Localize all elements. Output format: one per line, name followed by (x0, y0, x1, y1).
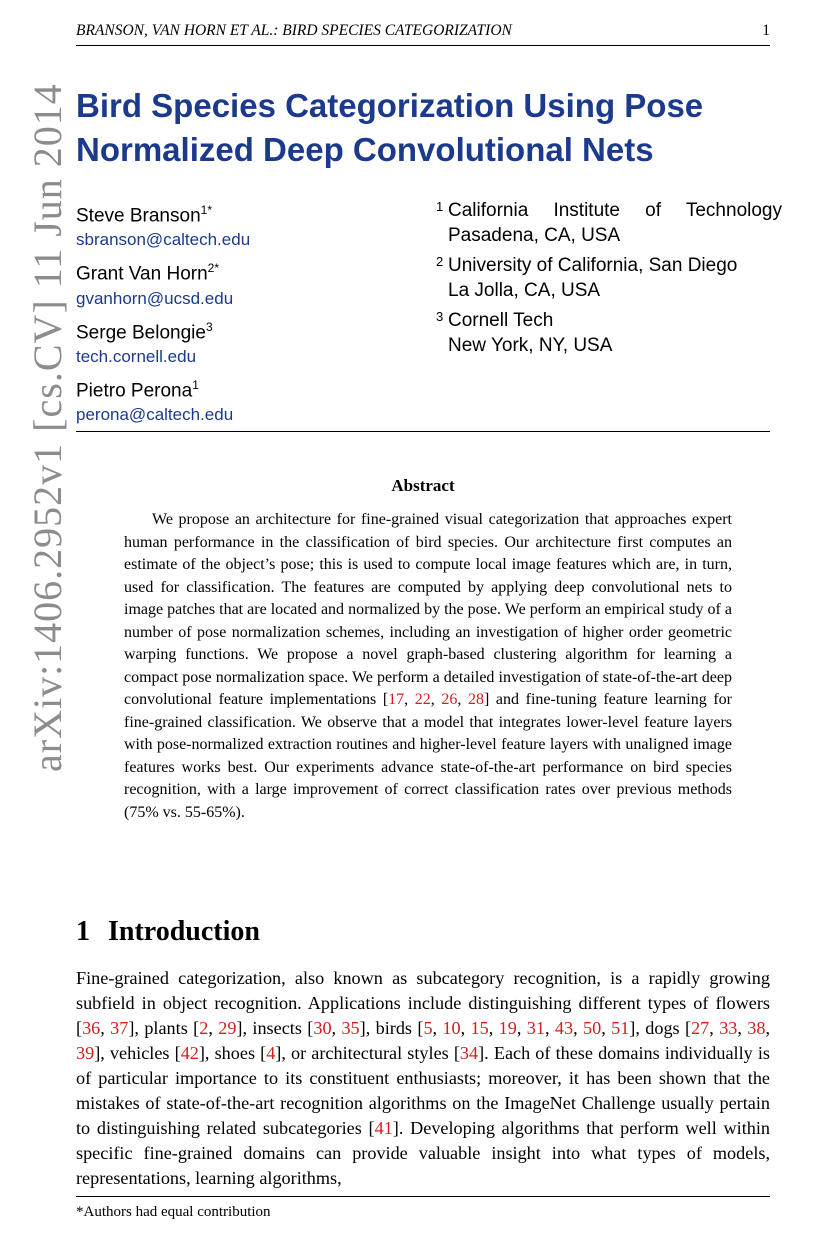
affiliation-institution: Cornell Tech (448, 310, 554, 331)
title-line-1: Bird Species Categorization Using Pose (76, 87, 704, 124)
abstract-text: We propose an architecture for fine-grained visual categorization that approaches expert human performance in the classification of bird species. Our architecture first computes an estimate of the object’s pose; this is used to compute local image features which are, in turn, used for classification. The features are computed by applying deep convolutional nets to image patches that are located and normalized by the pose. We perform an empirical study of a number of pose normalization schemes, including an investigation of higher order geometric warping functions. We propose a novel graph-based clustering algorithm for learning a compact pose normalization space. We perform a detailed investigation of state-of-the-art deep convolutional feature implementations [ (124, 511, 732, 708)
affiliation-caltech (436, 198, 782, 248)
divider (76, 431, 770, 432)
citation-link[interactable]: 29 (218, 1018, 237, 1038)
citation-link[interactable]: 30 (313, 1018, 332, 1038)
intro-text: ], plants [ (128, 1018, 200, 1038)
citation-link[interactable]: 37 (110, 1018, 129, 1038)
citation-link[interactable]: 10 (442, 1018, 461, 1038)
intro-text: Fine-grained categorization, also known as subcategory recognition, is a rapidly growing subfield in object recognition. Applications include distinguishing different types of flowers [ (76, 968, 770, 1038)
intro-text: ], birds [ (359, 1018, 424, 1038)
author-perona (76, 373, 416, 426)
author-name: Steve Branson (76, 205, 201, 227)
citation-link[interactable]: 5 (423, 1018, 433, 1038)
affiliation-institution: University of California, San Diego (448, 255, 738, 276)
author-affiliation-mark: 1 (192, 377, 199, 392)
affiliation-institution: California Institute of Technology (448, 200, 782, 221)
citation-link[interactable]: 43 (554, 1018, 574, 1038)
footnote-divider (76, 1196, 770, 1197)
affiliation-location: La Jolla, CA, USA (448, 280, 601, 301)
author-affiliation-mark: 2* (207, 261, 219, 276)
abstract-heading: Abstract (391, 476, 455, 495)
citation-link[interactable]: 17 (388, 691, 405, 708)
intro-text: ], vehicles [ (94, 1043, 181, 1063)
affiliation-list (436, 198, 782, 363)
intro-text: ], or architectural styles [ (275, 1043, 460, 1063)
citation-link[interactable]: 51 (611, 1018, 630, 1038)
citation-link[interactable]: 4 (266, 1043, 276, 1063)
citation-link[interactable]: 28 (468, 691, 484, 708)
author-name: Grant Van Horn (76, 263, 208, 285)
citation-link[interactable]: 38 (747, 1018, 766, 1038)
citation-link[interactable]: 34 (459, 1043, 479, 1063)
author-name: Serge Belongie (76, 321, 206, 343)
citation-link[interactable]: 35 (341, 1018, 360, 1038)
affiliation-location: New York, NY, USA (448, 335, 613, 356)
author-name: Pietro Perona (76, 380, 193, 402)
citation-link[interactable]: 42 (180, 1043, 199, 1063)
author-belongie (76, 315, 416, 368)
citation-link[interactable]: 41 (374, 1118, 393, 1138)
author-email[interactable]: tech.cornell.edu (76, 346, 197, 366)
citation-link[interactable]: 33 (719, 1018, 738, 1038)
arxiv-identifier: arXiv:1406.2952v1 [cs.CV] 11 Jun 2014 (25, 83, 70, 772)
abstract-text: ] and fine-tuning feature learning for fine-grained classification. We observe that a model that integrates lower-level feature layers with pose-normalized extraction routines and higher-level feature layers with unaligned image features works best. Our experiments advance state-of-the-art performance on bird species recognition, with a large improvement of correct classification rates over previous methods (75% vs. 55-65%). (124, 691, 733, 821)
author-affiliation-mark: 1* (200, 203, 212, 217)
section-title: Introduction (108, 916, 260, 947)
page-number: 1 (762, 22, 770, 39)
citation-link[interactable]: 15 (470, 1018, 489, 1038)
affiliation-location: Pasadena, CA, USA (448, 225, 621, 246)
intro-text: ]. Each of these domains individually is of particular importance to its constituent enthusiasts; moreover, it has been shown that the mistakes of state-of-the-art recognition algorithms on the ImageNet Challenge usually pertain to distinguishing related subcategories [ (76, 1043, 770, 1138)
affiliation-ucsd (436, 253, 782, 303)
footnote: *Authors had equal contribution (76, 1204, 271, 1220)
affiliation-number: 2 (436, 254, 444, 269)
citation-link[interactable]: 31 (526, 1018, 545, 1038)
author-email[interactable]: gvanhorn@ucsd.edu (76, 288, 234, 308)
section-heading (76, 912, 260, 952)
section-number: 1 (76, 916, 90, 947)
author-affiliation-mark: 3 (205, 319, 213, 334)
intro-text: ], dogs [ (629, 1018, 692, 1038)
citation-link[interactable]: 39 (76, 1043, 95, 1063)
paper-title (76, 84, 776, 172)
intro-text: ]. Developing algorithms that perform well within specific fine-grained domains can provide valuable insight into what types of models, representations, learning algorithms, (76, 1118, 770, 1188)
author-email[interactable]: sbranson@caltech.edu (76, 230, 251, 250)
citation-link[interactable]: 22 (414, 691, 431, 708)
running-title: BRANSON, VAN HORN ET AL.: BIRD SPECIES CATEGORIZATION (76, 22, 512, 39)
author-van-horn (76, 256, 416, 309)
abstract-body: We propose an architecture for fine-grained visual categorization that approaches expert human performance in the classification of bird species. Our architecture first computes an estimate of the object’s pose; this is used to compute local image features which are, in turn, used for classification. The features are computed by applying deep convolutional nets to image patches that are located and normalized by the pose. We perform an empirical study of a number of pose normalization schemes, including an investigation of higher order geometric warping functions. We propose a novel graph-based clustering algorithm for learning a compact pose normalization space. We perform a detailed investigation of state-of-the-art deep convolutional feature implementations [17, 22, 26, 28] and fine-tuning feature learning for fine-grained classification. We observe that a model that integrates lower-level feature layers with pose-normalized extraction routines and higher-level feature layers with unaligned image features works best. Our experiments advance state-of-the-art performance on bird species recognition, with a large improvement of correct classification rates over previous methods (75% vs. 55-65%). (124, 511, 733, 821)
author-list (76, 198, 416, 431)
citation-link[interactable]: 27 (691, 1018, 710, 1038)
title-line-2: Normalized Deep Convolutional Nets (76, 131, 654, 168)
citation-link[interactable]: 19 (498, 1018, 517, 1038)
citation-link[interactable]: 2 (199, 1018, 209, 1038)
affiliation-cornell (436, 308, 782, 358)
affiliation-number: 1 (436, 199, 444, 214)
author-email[interactable]: perona@caltech.edu (76, 405, 234, 425)
citation-link[interactable]: 36 (82, 1018, 101, 1038)
affiliation-number: 3 (436, 309, 444, 324)
intro-paragraph: Fine-grained categorization, also known as subcategory recognition, is a rapidly growing subfield in object recognition. Applications include distinguishing different types of flowers [36, 37], plants [2, 29], insects [30, 35], birds [5, 10, 15, 19, 31, 43, 50, 51], dogs [27, 33, 38, 39], vehicles [42], shoes [4], or architectural styles [34]. Each of these domains individually is of particular importance to its constituent enthusiasts; moreover, it has been shown that the mistakes of state-of-the-art recognition algorithms on the ImageNet Challenge usually pertain to distinguishing related subcategories [41]. Developing algorithms that perform well within specific fine-grained domains can provide valuable insight into what types of models, representations, learning algorithms, (76, 968, 771, 1188)
citation-link[interactable]: 50 (583, 1018, 602, 1038)
intro-text: ], insects [ (236, 1018, 314, 1038)
citation-link[interactable]: 26 (441, 691, 458, 708)
author-branson (76, 198, 416, 251)
intro-text: ], shoes [ (198, 1043, 267, 1063)
running-header (76, 20, 770, 46)
